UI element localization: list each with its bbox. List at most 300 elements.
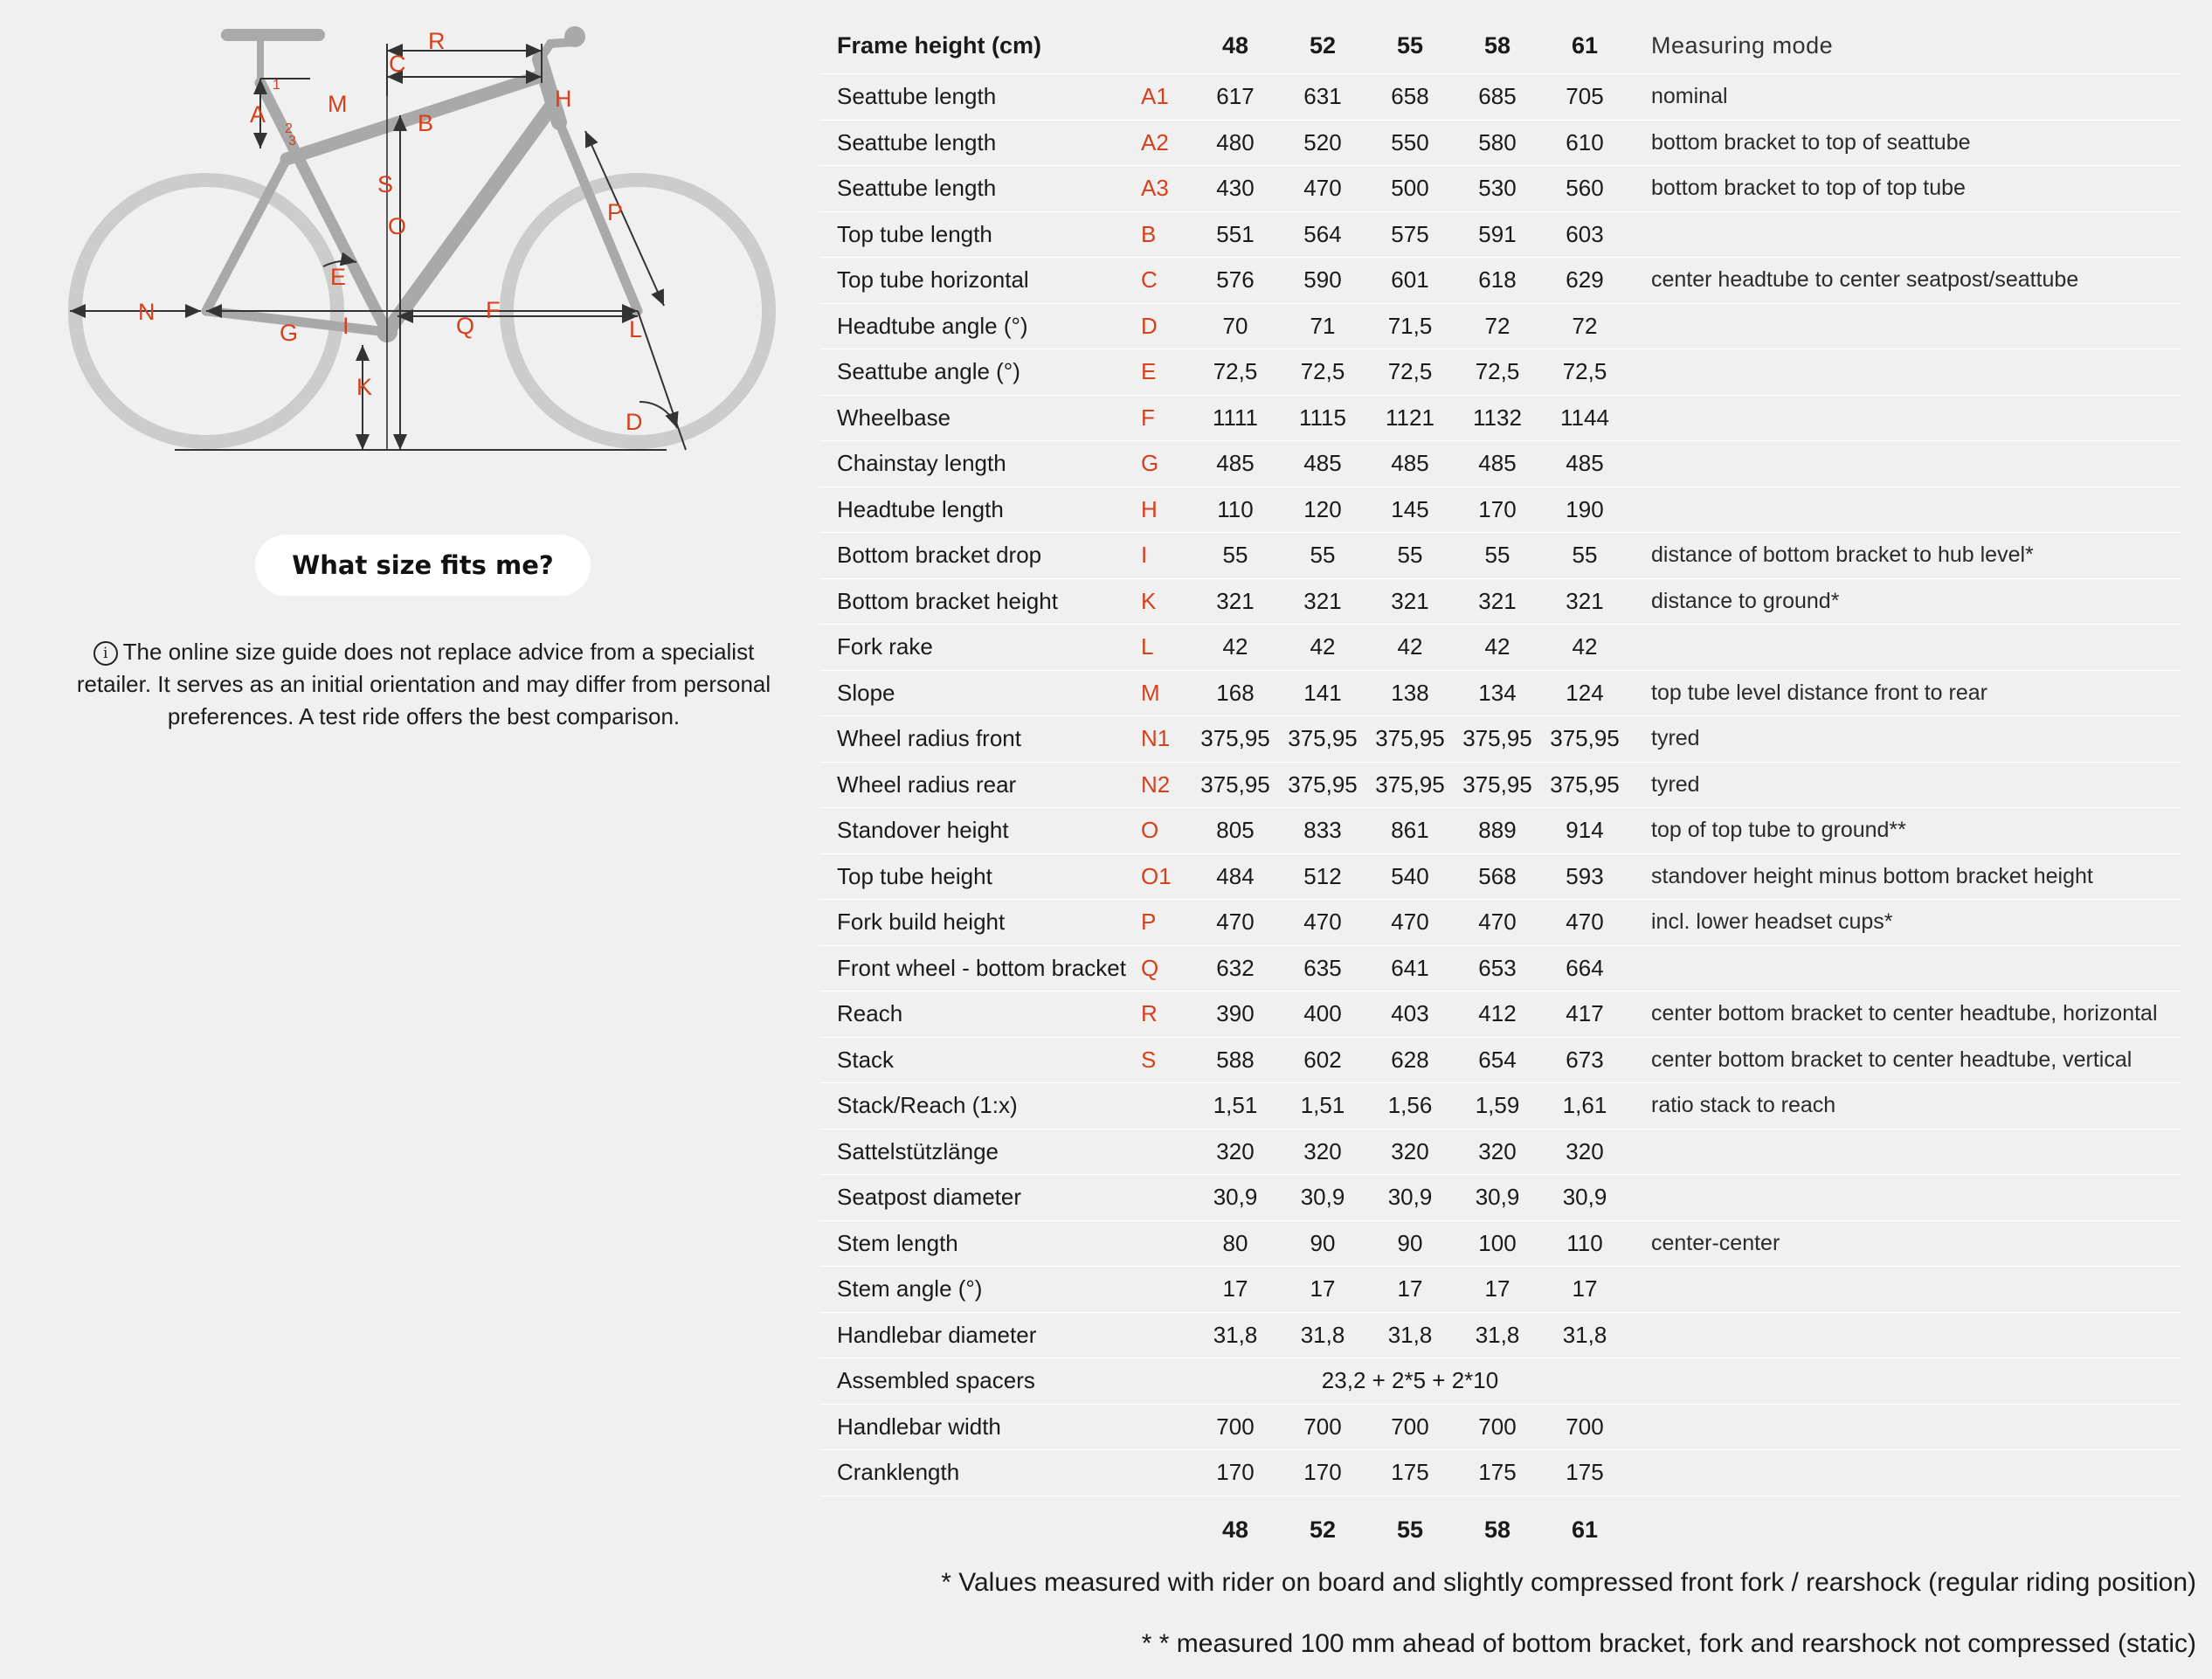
- row-value: 100: [1454, 1220, 1541, 1267]
- row-value: 617: [1192, 74, 1279, 121]
- header-size: 52: [1279, 17, 1366, 74]
- row-value: 375,95: [1279, 716, 1366, 763]
- diagram-labels: [138, 28, 643, 435]
- row-value: 580: [1454, 120, 1541, 166]
- label-b: B: [418, 110, 434, 136]
- row-name: Reach: [819, 992, 1141, 1038]
- row-name: Wheelbase: [819, 395, 1141, 441]
- row-measuring-mode: [1628, 1175, 2181, 1221]
- label-m: M: [328, 91, 348, 117]
- table-row: [819, 211, 2181, 258]
- row-value: 31,8: [1366, 1312, 1454, 1358]
- row-value: 134: [1454, 670, 1541, 716]
- row-measuring-mode: [1628, 487, 2181, 533]
- header-size: 58: [1454, 17, 1541, 74]
- row-name: Bottom bracket height: [819, 578, 1141, 625]
- table-row: [819, 1083, 2181, 1130]
- row-measuring-mode: [1628, 303, 2181, 349]
- row-value: 1144: [1541, 395, 1628, 441]
- row-name: Fork rake: [819, 625, 1141, 671]
- row-value: 145: [1366, 487, 1454, 533]
- row-value: 593: [1541, 853, 1628, 900]
- row-value: 470: [1279, 166, 1366, 212]
- row-value: 138: [1366, 670, 1454, 716]
- footnote-1: * Values measured with rider on board and slightly compressed front fork / rearshock (regular riding position): [941, 1568, 2196, 1597]
- row-value: 375,95: [1279, 762, 1366, 808]
- row-measuring-mode: center bottom bracket to center headtube, vertical: [1628, 1037, 2181, 1083]
- row-value: 175: [1454, 1450, 1541, 1496]
- row-code: G: [1141, 441, 1192, 487]
- row-value: 631: [1279, 74, 1366, 121]
- label-d: D: [626, 409, 643, 435]
- row-value: 485: [1454, 441, 1541, 487]
- row-value: 30,9: [1192, 1175, 1279, 1221]
- row-value: 520: [1279, 120, 1366, 166]
- row-value: 42: [1366, 625, 1454, 671]
- row-value: 375,95: [1541, 762, 1628, 808]
- row-value: 320: [1366, 1129, 1454, 1175]
- row-value: 55: [1279, 533, 1366, 579]
- table-row: [819, 258, 2181, 304]
- row-value: 1132: [1454, 395, 1541, 441]
- row-code: E: [1141, 349, 1192, 396]
- label-c: C: [389, 51, 406, 77]
- row-value: 700: [1454, 1404, 1541, 1450]
- table-row: [819, 1267, 2181, 1313]
- row-value: 540: [1366, 853, 1454, 900]
- label-1: 1: [273, 78, 280, 93]
- table-row: [819, 670, 2181, 716]
- row-value: 72,5: [1279, 349, 1366, 396]
- row-value: 560: [1541, 166, 1628, 212]
- row-value: 321: [1366, 578, 1454, 625]
- footer-code-spacer: [1141, 1496, 1192, 1565]
- row-code: A3: [1141, 166, 1192, 212]
- label-f: F: [486, 297, 501, 323]
- row-name: Seattube length: [819, 74, 1141, 121]
- row-name: Wheel radius front: [819, 716, 1141, 763]
- row-value: 72,5: [1366, 349, 1454, 396]
- row-name: Top tube horizontal: [819, 258, 1141, 304]
- row-measuring-mode: [1628, 395, 2181, 441]
- table-footer-row: [819, 1496, 2181, 1565]
- footer-size: 58: [1483, 1517, 1511, 1543]
- row-value: 31,8: [1541, 1312, 1628, 1358]
- row-code: O1: [1141, 853, 1192, 900]
- row-measuring-mode: [1628, 1312, 2181, 1358]
- row-value: 55: [1541, 533, 1628, 579]
- table-row: [819, 1037, 2181, 1083]
- label-i: I: [342, 313, 349, 339]
- row-code: [1141, 1404, 1192, 1450]
- row-name: Headtube angle (°): [819, 303, 1141, 349]
- row-measuring-mode: distance to ground*: [1628, 578, 2181, 625]
- row-value: 705: [1541, 74, 1628, 121]
- row-code: P: [1141, 900, 1192, 946]
- row-value: 42: [1279, 625, 1366, 671]
- row-measuring-mode: [1628, 625, 2181, 671]
- row-code: K: [1141, 578, 1192, 625]
- row-value: 685: [1454, 74, 1541, 121]
- row-value: 375,95: [1454, 716, 1541, 763]
- row-code: S: [1141, 1037, 1192, 1083]
- row-name: Handlebar width: [819, 1404, 1141, 1450]
- row-value: 170: [1279, 1450, 1366, 1496]
- row-code: [1141, 1175, 1192, 1221]
- row-value: 530: [1454, 166, 1541, 212]
- row-measuring-mode: nominal: [1628, 74, 2181, 121]
- row-value: 1,56: [1366, 1083, 1454, 1130]
- row-value: 485: [1192, 441, 1279, 487]
- label-e: E: [330, 264, 347, 290]
- label-h: H: [555, 86, 572, 112]
- row-value: 72: [1454, 303, 1541, 349]
- row-name: Top tube height: [819, 853, 1141, 900]
- row-code: [1141, 1450, 1192, 1496]
- row-code: F: [1141, 395, 1192, 441]
- row-measuring-mode: center-center: [1628, 1220, 2181, 1267]
- row-measuring-mode: top tube level distance front to rear: [1628, 670, 2181, 716]
- table-header-row: [819, 17, 2181, 74]
- row-value: 170: [1192, 1450, 1279, 1496]
- row-name: Stack/Reach (1:x): [819, 1083, 1141, 1130]
- row-code: A1: [1141, 74, 1192, 121]
- row-value: 590: [1279, 258, 1366, 304]
- row-name: Fork build height: [819, 900, 1141, 946]
- row-value: 588: [1192, 1037, 1279, 1083]
- row-value: 641: [1366, 945, 1454, 992]
- table-row: [819, 992, 2181, 1038]
- row-name: Front wheel - bottom bracket: [819, 945, 1141, 992]
- row-name: Cranklength: [819, 1450, 1141, 1496]
- table-row: [819, 853, 2181, 900]
- row-value: 42: [1454, 625, 1541, 671]
- row-name: Stem length: [819, 1220, 1141, 1267]
- row-value: 889: [1454, 808, 1541, 854]
- row-value: 110: [1192, 487, 1279, 533]
- row-value: 55: [1366, 533, 1454, 579]
- row-value: 628: [1366, 1037, 1454, 1083]
- row-value: 485: [1279, 441, 1366, 487]
- row-value: 72: [1541, 303, 1628, 349]
- table-row: [819, 716, 2181, 763]
- row-value: 375,95: [1366, 762, 1454, 808]
- row-value: 700: [1279, 1404, 1366, 1450]
- row-code: [1141, 1083, 1192, 1130]
- table-row: [819, 1175, 2181, 1221]
- row-code: D: [1141, 303, 1192, 349]
- row-value: 17: [1192, 1267, 1279, 1313]
- row-measuring-mode: [1628, 1404, 2181, 1450]
- row-value: 17: [1541, 1267, 1628, 1313]
- label-s: S: [377, 171, 394, 197]
- row-value: 42: [1192, 625, 1279, 671]
- table-row: [819, 762, 2181, 808]
- header-size: 55: [1366, 17, 1454, 74]
- row-name: Seattube length: [819, 120, 1141, 166]
- row-name: Headtube length: [819, 487, 1141, 533]
- row-value: 500: [1366, 166, 1454, 212]
- row-merged-value: 23,2 + 2*5 + 2*10: [1192, 1358, 1628, 1405]
- label-k: K: [356, 374, 373, 400]
- label-3: 3: [288, 134, 296, 149]
- row-value: 320: [1279, 1129, 1366, 1175]
- row-code: H: [1141, 487, 1192, 533]
- row-value: 321: [1541, 578, 1628, 625]
- row-measuring-mode: ratio stack to reach: [1628, 1083, 2181, 1130]
- header-size: 61: [1541, 17, 1628, 74]
- row-value: 470: [1279, 900, 1366, 946]
- row-value: 30,9: [1454, 1175, 1541, 1221]
- row-value: 576: [1192, 258, 1279, 304]
- table-row: [819, 166, 2181, 212]
- row-value: 575: [1366, 211, 1454, 258]
- row-value: 321: [1279, 578, 1366, 625]
- row-name: Seattube angle (°): [819, 349, 1141, 396]
- info-icon: i: [93, 641, 118, 666]
- row-value: 1,59: [1454, 1083, 1541, 1130]
- row-value: 175: [1366, 1450, 1454, 1496]
- row-value: 55: [1454, 533, 1541, 579]
- row-value: 90: [1366, 1220, 1454, 1267]
- footer-mode-spacer: [1628, 1496, 2181, 1565]
- row-value: 120: [1279, 487, 1366, 533]
- row-code: N2: [1141, 762, 1192, 808]
- table-row: [819, 120, 2181, 166]
- row-code: [1141, 1129, 1192, 1175]
- footer-size: 55: [1396, 1517, 1424, 1543]
- row-value: 31,8: [1454, 1312, 1541, 1358]
- row-value: 635: [1279, 945, 1366, 992]
- row-value: 190: [1541, 487, 1628, 533]
- row-value: 629: [1541, 258, 1628, 304]
- label-r: R: [428, 28, 446, 54]
- label-l: L: [629, 316, 643, 342]
- row-measuring-mode: [1628, 211, 2181, 258]
- row-name: Chainstay length: [819, 441, 1141, 487]
- header-measuring-mode: Measuring mode: [1628, 17, 2181, 74]
- row-measuring-mode: [1628, 441, 2181, 487]
- row-value: 30,9: [1366, 1175, 1454, 1221]
- row-value: 700: [1541, 1404, 1628, 1450]
- row-value: 31,8: [1192, 1312, 1279, 1358]
- row-value: 484: [1192, 853, 1279, 900]
- row-value: 568: [1454, 853, 1541, 900]
- row-value: 512: [1279, 853, 1366, 900]
- row-value: 17: [1366, 1267, 1454, 1313]
- row-name: Seattube length: [819, 166, 1141, 212]
- footnote-2: * * measured 100 mm ahead of bottom bracket, fork and rearshock not compressed (static): [1141, 1629, 2196, 1658]
- row-value: 591: [1454, 211, 1541, 258]
- row-value: 168: [1192, 670, 1279, 716]
- table-row: [819, 533, 2181, 579]
- footer-size: 61: [1571, 1517, 1599, 1543]
- row-value: 375,95: [1541, 716, 1628, 763]
- row-value: 1,61: [1541, 1083, 1628, 1130]
- disclaimer: [61, 636, 786, 733]
- row-measuring-mode: [1628, 349, 2181, 396]
- row-value: 321: [1192, 578, 1279, 625]
- row-name: Bottom bracket drop: [819, 533, 1141, 579]
- row-name: Sattelstützlänge: [819, 1129, 1141, 1175]
- row-value: 71: [1279, 303, 1366, 349]
- row-value: 30,9: [1541, 1175, 1628, 1221]
- row-value: 417: [1541, 992, 1628, 1038]
- row-value: 700: [1366, 1404, 1454, 1450]
- row-name: Standover height: [819, 808, 1141, 854]
- row-value: 31,8: [1279, 1312, 1366, 1358]
- row-code: R: [1141, 992, 1192, 1038]
- row-value: 375,95: [1366, 716, 1454, 763]
- row-value: 480: [1192, 120, 1279, 166]
- table-row: [819, 395, 2181, 441]
- row-code: N1: [1141, 716, 1192, 763]
- row-value: 72,5: [1541, 349, 1628, 396]
- row-value: 403: [1366, 992, 1454, 1038]
- row-code: M: [1141, 670, 1192, 716]
- row-value: 610: [1541, 120, 1628, 166]
- label-q: Q: [456, 313, 475, 339]
- row-measuring-mode: [1628, 1450, 2181, 1496]
- row-value: 1115: [1279, 395, 1366, 441]
- table-row: [819, 441, 2181, 487]
- row-measuring-mode: tyred: [1628, 762, 2181, 808]
- row-code: I: [1141, 533, 1192, 579]
- header-frame-height: Frame height (cm): [819, 17, 1141, 74]
- table-row: [819, 1358, 2181, 1405]
- row-value: 601: [1366, 258, 1454, 304]
- row-value: 70: [1192, 303, 1279, 349]
- row-value: 632: [1192, 945, 1279, 992]
- header-size: 48: [1192, 17, 1279, 74]
- row-value: 17: [1279, 1267, 1366, 1313]
- row-value: 653: [1454, 945, 1541, 992]
- disclaimer-text: The online size guide does not replace advice from a specialist retailer. It serves as an initial orientation and may differ from personal preferences. A test ride offers the best comparison.: [76, 639, 771, 729]
- row-value: 658: [1366, 74, 1454, 121]
- row-value: 470: [1192, 900, 1279, 946]
- row-value: 80: [1192, 1220, 1279, 1267]
- table-row: [819, 625, 2181, 671]
- row-code: A2: [1141, 120, 1192, 166]
- row-value: 654: [1454, 1037, 1541, 1083]
- row-code: L: [1141, 625, 1192, 671]
- row-value: 485: [1541, 441, 1628, 487]
- row-name: Handlebar diameter: [819, 1312, 1141, 1358]
- table-row: [819, 1312, 2181, 1358]
- row-value: 400: [1279, 992, 1366, 1038]
- row-value: 1,51: [1279, 1083, 1366, 1130]
- row-code: [1141, 1220, 1192, 1267]
- row-value: 124: [1541, 670, 1628, 716]
- row-value: 833: [1279, 808, 1366, 854]
- row-value: 470: [1366, 900, 1454, 946]
- row-value: 564: [1279, 211, 1366, 258]
- row-value: 30,9: [1279, 1175, 1366, 1221]
- row-name: Assembled spacers: [819, 1358, 1141, 1405]
- row-value: 485: [1366, 441, 1454, 487]
- row-name: Seatpost diameter: [819, 1175, 1141, 1221]
- row-value: 664: [1541, 945, 1628, 992]
- row-measuring-mode: center bottom bracket to center headtube, horizontal: [1628, 992, 2181, 1038]
- table-row: [819, 1220, 2181, 1267]
- row-code: [1141, 1267, 1192, 1313]
- row-value: 603: [1541, 211, 1628, 258]
- bike-geometry-diagram: [61, 17, 795, 463]
- row-measuring-mode: top of top tube to ground**: [1628, 808, 2181, 854]
- row-code: O: [1141, 808, 1192, 854]
- row-name: Stem angle (°): [819, 1267, 1141, 1313]
- table-row: [819, 808, 2181, 854]
- row-measuring-mode: bottom bracket to top of seattube: [1628, 120, 2181, 166]
- row-code: C: [1141, 258, 1192, 304]
- row-measuring-mode: standover height minus bottom bracket height: [1628, 853, 2181, 900]
- row-value: 700: [1192, 1404, 1279, 1450]
- size-finder-button[interactable]: What size fits me?: [255, 535, 591, 596]
- table-row: [819, 945, 2181, 992]
- table-row: [819, 303, 2181, 349]
- row-value: 320: [1192, 1129, 1279, 1175]
- row-name: Stack: [819, 1037, 1141, 1083]
- row-value: 618: [1454, 258, 1541, 304]
- row-value: 175: [1541, 1450, 1628, 1496]
- row-name: Top tube length: [819, 211, 1141, 258]
- row-name: Wheel radius rear: [819, 762, 1141, 808]
- row-value: 72,5: [1454, 349, 1541, 396]
- row-code: Q: [1141, 945, 1192, 992]
- row-measuring-mode: [1628, 1267, 2181, 1313]
- row-measuring-mode: tyred: [1628, 716, 2181, 763]
- footer-size: 48: [1221, 1517, 1249, 1543]
- row-code: [1141, 1312, 1192, 1358]
- table-row: [819, 578, 2181, 625]
- row-measuring-mode: bottom bracket to top of top tube: [1628, 166, 2181, 212]
- label-2: 2: [285, 121, 293, 136]
- row-value: 673: [1541, 1037, 1628, 1083]
- table-row: [819, 900, 2181, 946]
- row-measuring-mode: distance of bottom bracket to hub level*: [1628, 533, 2181, 579]
- row-value: 110: [1541, 1220, 1628, 1267]
- row-value: 320: [1454, 1129, 1541, 1175]
- row-value: 141: [1279, 670, 1366, 716]
- row-value: 550: [1366, 120, 1454, 166]
- row-value: 470: [1454, 900, 1541, 946]
- table-row: [819, 349, 2181, 396]
- row-value: 602: [1279, 1037, 1366, 1083]
- table-row: [819, 1129, 2181, 1175]
- footer-size: 52: [1309, 1517, 1337, 1543]
- label-n: N: [138, 299, 156, 325]
- row-value: 375,95: [1192, 762, 1279, 808]
- row-value: 17: [1454, 1267, 1541, 1313]
- label-g: G: [280, 320, 299, 346]
- row-value: 1121: [1366, 395, 1454, 441]
- table-row: [819, 1404, 2181, 1450]
- row-value: 470: [1541, 900, 1628, 946]
- row-value: 805: [1192, 808, 1279, 854]
- footer-spacer: [819, 1496, 1141, 1565]
- row-value: 551: [1192, 211, 1279, 258]
- row-value: 90: [1279, 1220, 1366, 1267]
- row-measuring-mode: [1628, 945, 2181, 992]
- row-value: 914: [1541, 808, 1628, 854]
- row-value: 1111: [1192, 395, 1279, 441]
- geometry-table: [819, 17, 2181, 1565]
- table-row: [819, 1450, 2181, 1496]
- row-value: 412: [1454, 992, 1541, 1038]
- row-value: 321: [1454, 578, 1541, 625]
- table-row: [819, 487, 2181, 533]
- row-measuring-mode: [1628, 1129, 2181, 1175]
